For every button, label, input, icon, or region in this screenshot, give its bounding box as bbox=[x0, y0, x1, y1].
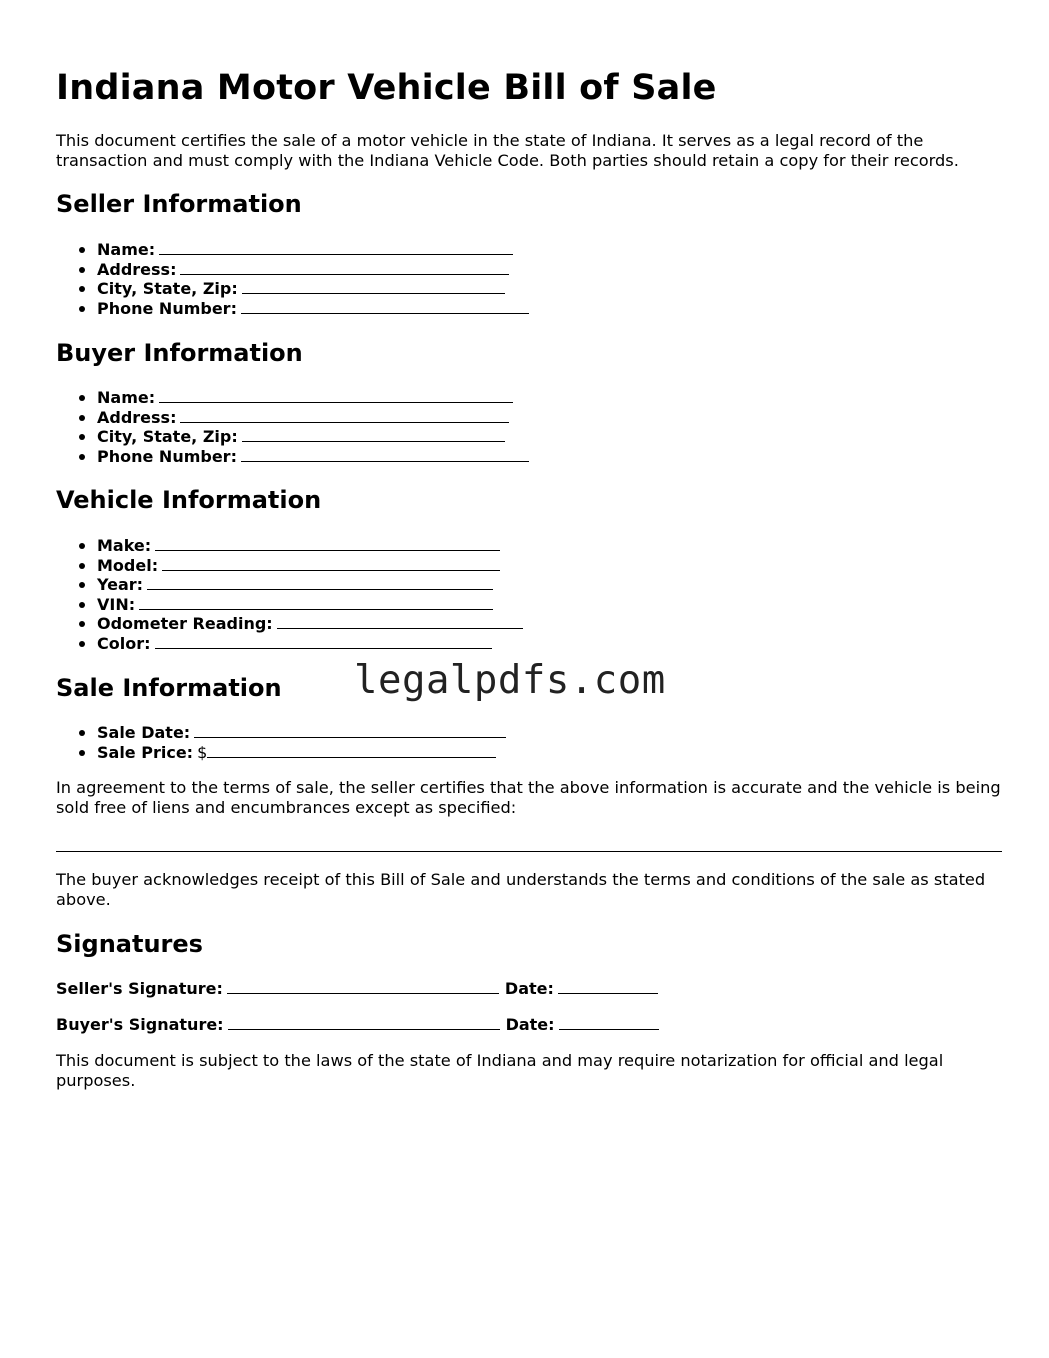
field-label: Odometer Reading: bbox=[97, 614, 273, 634]
agreement-paragraph: In agreement to the terms of sale, the seller certifies that the above information is accurate and the vehicle is being sold free of liens and encumbrances except as specified: bbox=[56, 778, 1001, 817]
buyer-phone-blank[interactable] bbox=[241, 449, 529, 462]
vehicle-odometer-field bbox=[56, 614, 523, 634]
field-label: Phone Number: bbox=[97, 298, 237, 318]
field-label: Year: bbox=[97, 575, 144, 595]
field-label: Address: bbox=[97, 259, 177, 279]
seller-signature-label: Seller's Signature: bbox=[56, 979, 223, 998]
sale-date-field bbox=[56, 723, 506, 743]
vehicle-heading: Vehicle Information bbox=[56, 486, 322, 514]
seller-signature-row bbox=[56, 979, 658, 999]
seller-name-blank[interactable] bbox=[159, 242, 513, 255]
signatures-heading: Signatures bbox=[56, 930, 203, 958]
field-label: Sale Date: bbox=[97, 723, 191, 742]
field-label: Name: bbox=[97, 240, 156, 259]
field-label: City, State, Zip: bbox=[97, 279, 238, 299]
vehicle-odometer-blank[interactable] bbox=[277, 616, 523, 629]
field-label: Make: bbox=[97, 536, 152, 555]
footer-paragraph: This document is subject to the laws of the state of Indiana and may require notarization for official and legal purposes. bbox=[56, 1051, 944, 1090]
buyer-signature-label: Buyer's Signature: bbox=[56, 1015, 224, 1034]
seller-city-state-zip-field bbox=[56, 279, 529, 299]
currency-symbol: $ bbox=[197, 742, 208, 762]
seller-address-blank[interactable] bbox=[180, 262, 509, 275]
vehicle-model-blank[interactable] bbox=[162, 558, 500, 571]
buyer-date-blank[interactable] bbox=[559, 1017, 659, 1030]
field-label: Address: bbox=[97, 407, 177, 427]
watermark: legalpdfs.com bbox=[354, 658, 666, 703]
field-label: Name: bbox=[97, 388, 156, 407]
seller-field-list bbox=[56, 240, 529, 318]
seller-address-field bbox=[56, 260, 529, 280]
vehicle-color-blank[interactable] bbox=[155, 636, 492, 649]
vehicle-make-field bbox=[56, 536, 523, 556]
seller-name-field bbox=[56, 240, 529, 260]
buyer-phone-field bbox=[56, 447, 529, 467]
sale-date-blank[interactable] bbox=[194, 725, 506, 738]
field-label: City, State, Zip: bbox=[97, 427, 238, 447]
buyer-address-field bbox=[56, 408, 529, 428]
field-label: Color: bbox=[97, 633, 151, 653]
field-label: Phone Number: bbox=[97, 446, 237, 466]
buyer-heading: Buyer Information bbox=[56, 339, 303, 367]
buyer-name-blank[interactable] bbox=[159, 390, 513, 403]
buyer-field-list bbox=[56, 388, 529, 466]
buyer-name-field bbox=[56, 388, 529, 408]
field-label: Model: bbox=[97, 555, 159, 575]
seller-heading: Seller Information bbox=[56, 190, 302, 218]
buyer-signature-blank[interactable] bbox=[228, 1017, 500, 1030]
seller-date-label: Date: bbox=[504, 979, 554, 998]
seller-phone-blank[interactable] bbox=[241, 301, 529, 314]
vehicle-color-field bbox=[56, 634, 523, 654]
seller-signature-blank[interactable] bbox=[227, 981, 499, 994]
vehicle-field-list bbox=[56, 536, 523, 654]
buyer-signature-row bbox=[56, 1015, 659, 1035]
buyer-city-state-zip-field bbox=[56, 427, 529, 447]
seller-date-blank[interactable] bbox=[558, 981, 658, 994]
vehicle-year-blank[interactable] bbox=[147, 577, 493, 590]
seller-phone-field bbox=[56, 299, 529, 319]
document-title: Indiana Motor Vehicle Bill of Sale bbox=[56, 68, 717, 108]
vehicle-year-field bbox=[56, 575, 523, 595]
vehicle-make-blank[interactable] bbox=[155, 538, 500, 551]
acknowledgment-paragraph: The buyer acknowledges receipt of this Bill of Sale and understands the terms and conditions of the sale as stated above. bbox=[56, 870, 986, 909]
sale-field-list bbox=[56, 723, 506, 762]
buyer-date-label: Date: bbox=[505, 1015, 555, 1034]
vehicle-vin-blank[interactable] bbox=[139, 597, 493, 610]
field-label: Sale Price: bbox=[97, 742, 194, 762]
intro-paragraph: This document certifies the sale of a motor vehicle in the state of Indiana. It serves as a legal record of the transaction and must comply with the Indiana Vehicle Code. Both parties should retain a copy for their records. bbox=[56, 131, 959, 170]
vehicle-model-field bbox=[56, 556, 523, 576]
sale-heading: Sale Information bbox=[56, 674, 282, 702]
buyer-address-blank[interactable] bbox=[180, 410, 509, 423]
buyer-city-state-zip-blank[interactable] bbox=[242, 429, 505, 442]
sale-price-blank[interactable] bbox=[207, 745, 496, 758]
seller-city-state-zip-blank[interactable] bbox=[242, 281, 505, 294]
field-label: VIN: bbox=[97, 594, 136, 614]
liens-exceptions-line[interactable] bbox=[56, 851, 1002, 852]
vehicle-vin-field bbox=[56, 595, 523, 615]
sale-price-field bbox=[56, 743, 506, 763]
